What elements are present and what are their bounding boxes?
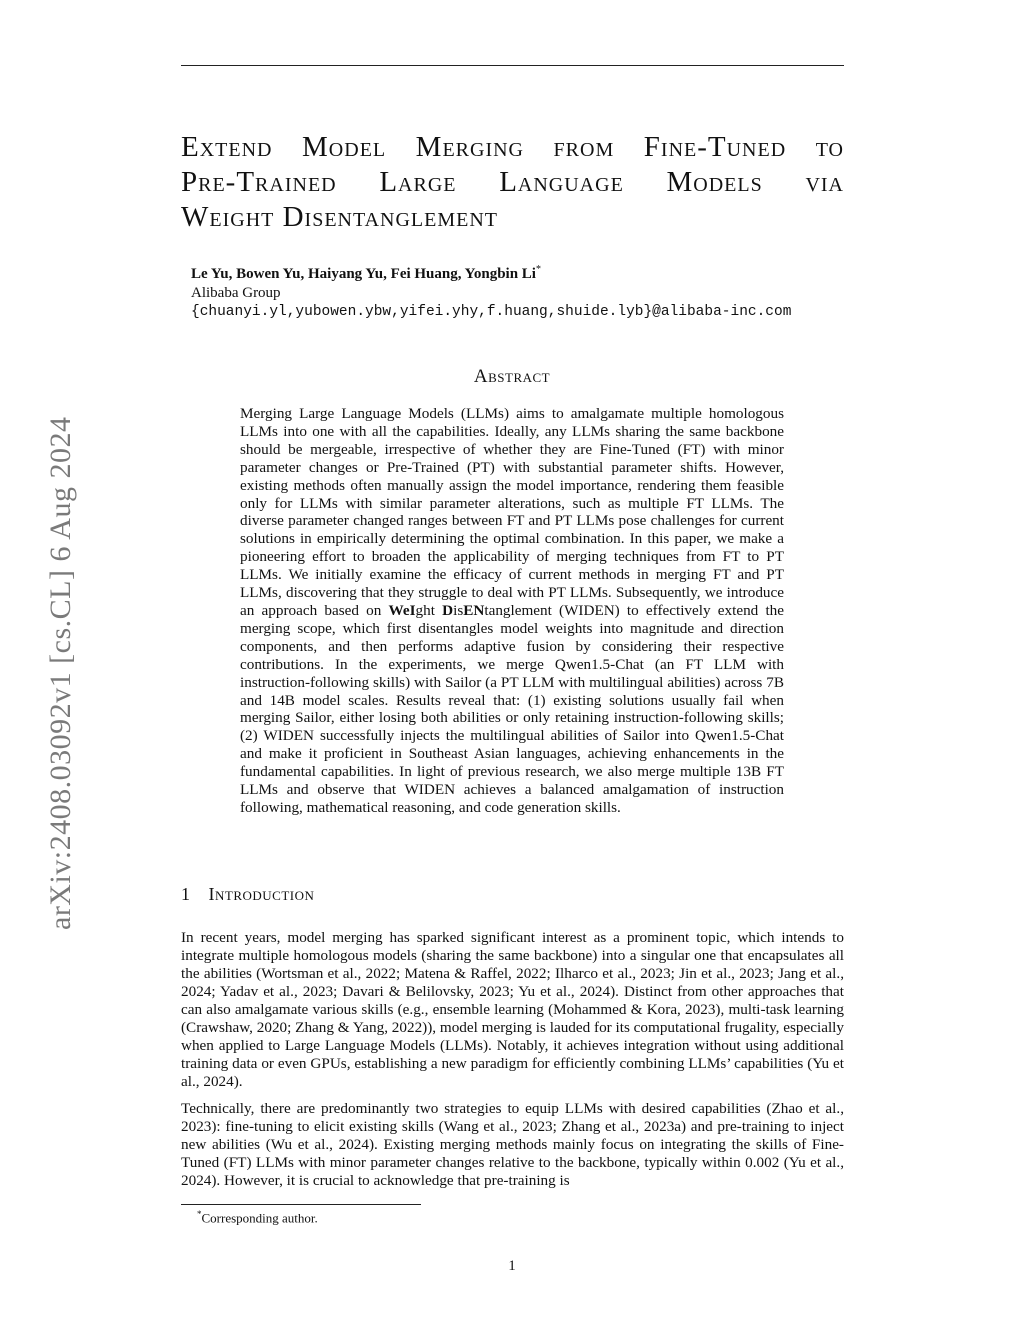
abstract-text-1: Merging Large Language Models (LLMs) aims to amalgamate multiple homologous LLMs into one with all the capabilities. Ideally, any LLMs sharing the same backbone should be mergeable, irrespective of whether they are Fine-Tuned (FT) with minor parameter changes or Pre-Trained (PT) with substantial parameter shifts. However, existing methods often manually assign the model importance, rendering them feasible only for LLMs with similar parameter alterations, such as multiple FT LLMs. The diverse parameter changed ranges between FT and PT LLMs pose challenges for current solutions in empirically determining the optimal combination. In this paper, we make a pioneering effort to broaden the applicability of merging techniques from FT to PT LLMs. We initially examine the efficacy of current methods in merging FT and PT LLMs, discovering that they struggle to deal with PT LLMs. Subsequently, we introduce an approach based on	[240, 405, 784, 619]
title-line-2: Pre-Trained Large Language Models via	[181, 166, 844, 198]
introduction-body	[181, 929, 844, 1199]
corresponding-marker: *	[535, 264, 541, 275]
footnote-rule	[181, 1204, 421, 1205]
section-number: 1	[181, 884, 191, 904]
author-emails: {chuanyi.yl,yubowen.ybw,yifei.yhy,f.huang,shuide.lyb}@alibaba-inc.com	[191, 304, 792, 320]
paper-title	[181, 130, 844, 235]
affiliation: Alibaba Group	[191, 285, 281, 301]
author-names	[191, 260, 791, 284]
widen-acronym-we: WeI	[388, 601, 416, 619]
widen-acronym-is: is	[453, 601, 464, 619]
author-block	[191, 260, 791, 322]
arxiv-identifier-stamp: arXiv:2408.03092v1 [cs.CL] 6 Aug 2024	[44, 416, 77, 930]
page-number: 1	[508, 1258, 516, 1274]
abstract-text-2: tanglement (WIDEN) to effectively extend the merging scope, which first disentangles model weights into magnitude and direction components, and then performs adaptive fusion by considering their respective contributions. In the experiments, we merge Qwen1.5-Chat (an FT LLM with instruction-following skills) with Sailor (a PT LLM with multilingual abilities) across 7B and 14B model scales. Results reveal that: (1) existing solutions usually fail when merging Sailor, either losing both abilities or only retaining instruction-following skills; (2) WIDEN successfully injects the multilingual abilities of Sailor into Qwen1.5-Chat and make it proficient in Southeast Asian languages, achieving enhancements in the fundamental capabilities. In light of previous research, we also merge multiple 13B FT LLMs and observe that WIDEN achieves a balanced amalgamation of instruction following, mathematical reasoning, and code generation skills.	[240, 601, 784, 816]
section-heading-introduction	[181, 884, 314, 905]
title-line-1: Extend Model Merging from Fine-Tuned to	[181, 131, 844, 163]
title-line-3: Weight Disentanglement	[181, 201, 499, 233]
abstract-heading: Abstract	[473, 366, 551, 387]
author-names-text: Le Yu, Bowen Yu, Haiyang Yu, Fei Huang, Yongbin Li	[191, 266, 536, 282]
widen-acronym-en: EN	[463, 601, 485, 619]
footnote-text: Corresponding author.	[201, 1210, 318, 1226]
top-rule	[181, 65, 844, 66]
footnote	[197, 1209, 318, 1226]
footnote-marker: *	[197, 1209, 202, 1219]
abstract-body	[240, 405, 784, 817]
intro-paragraph-2: Technically, there are predominantly two strategies to equip LLMs with desired capabilities (Zhao et al., 2023): fine-tuning to elicit existing skills (Wang et al., 2023; Zhang et al., 2023a) and pre-training to inject new abilities (Wu et al., 2024). Existing merging methods mainly focus on integrating the skills of Fine-Tuned (FT) LLMs with minor parameter changes relative to the backbone, typically within 0.002 (Yu et al., 2024). However, it is crucial to acknowledge that pre-training is	[181, 1100, 844, 1189]
widen-acronym-ght: ght	[415, 601, 443, 619]
widen-acronym-d: D	[442, 601, 454, 619]
intro-paragraph-1: In recent years, model merging has sparked significant interest as a prominent topic, which intends to integrate multiple homologous models (sharing the same backbone) into a singular one that encapsulates all the abilities (Wortsman et al., 2022; Matena & Raffel, 2022; Ilharco et al., 2023; Jin et al., 2023; Jang et al., 2024; Yadav et al., 2023; Davari & Belilovsky, 2023; Yu et al., 2024). Distinct from other approaches that can also amalgamate various skills (e.g., ensemble learning (Mohammed & Kora, 2023), multi-task learning (Crawshaw, 2020; Zhang & Yang, 2022)), model merging is lauded for its computational frugality, especially when applied to Large Language Models (LLMs). Notably, it achieves integration without using additional training data or even GPUs, establishing a new paradigm for efficiently combining LLMs’ capabilities (Yu et al., 2024).	[181, 929, 844, 1090]
section-title: Introduction	[208, 884, 315, 904]
